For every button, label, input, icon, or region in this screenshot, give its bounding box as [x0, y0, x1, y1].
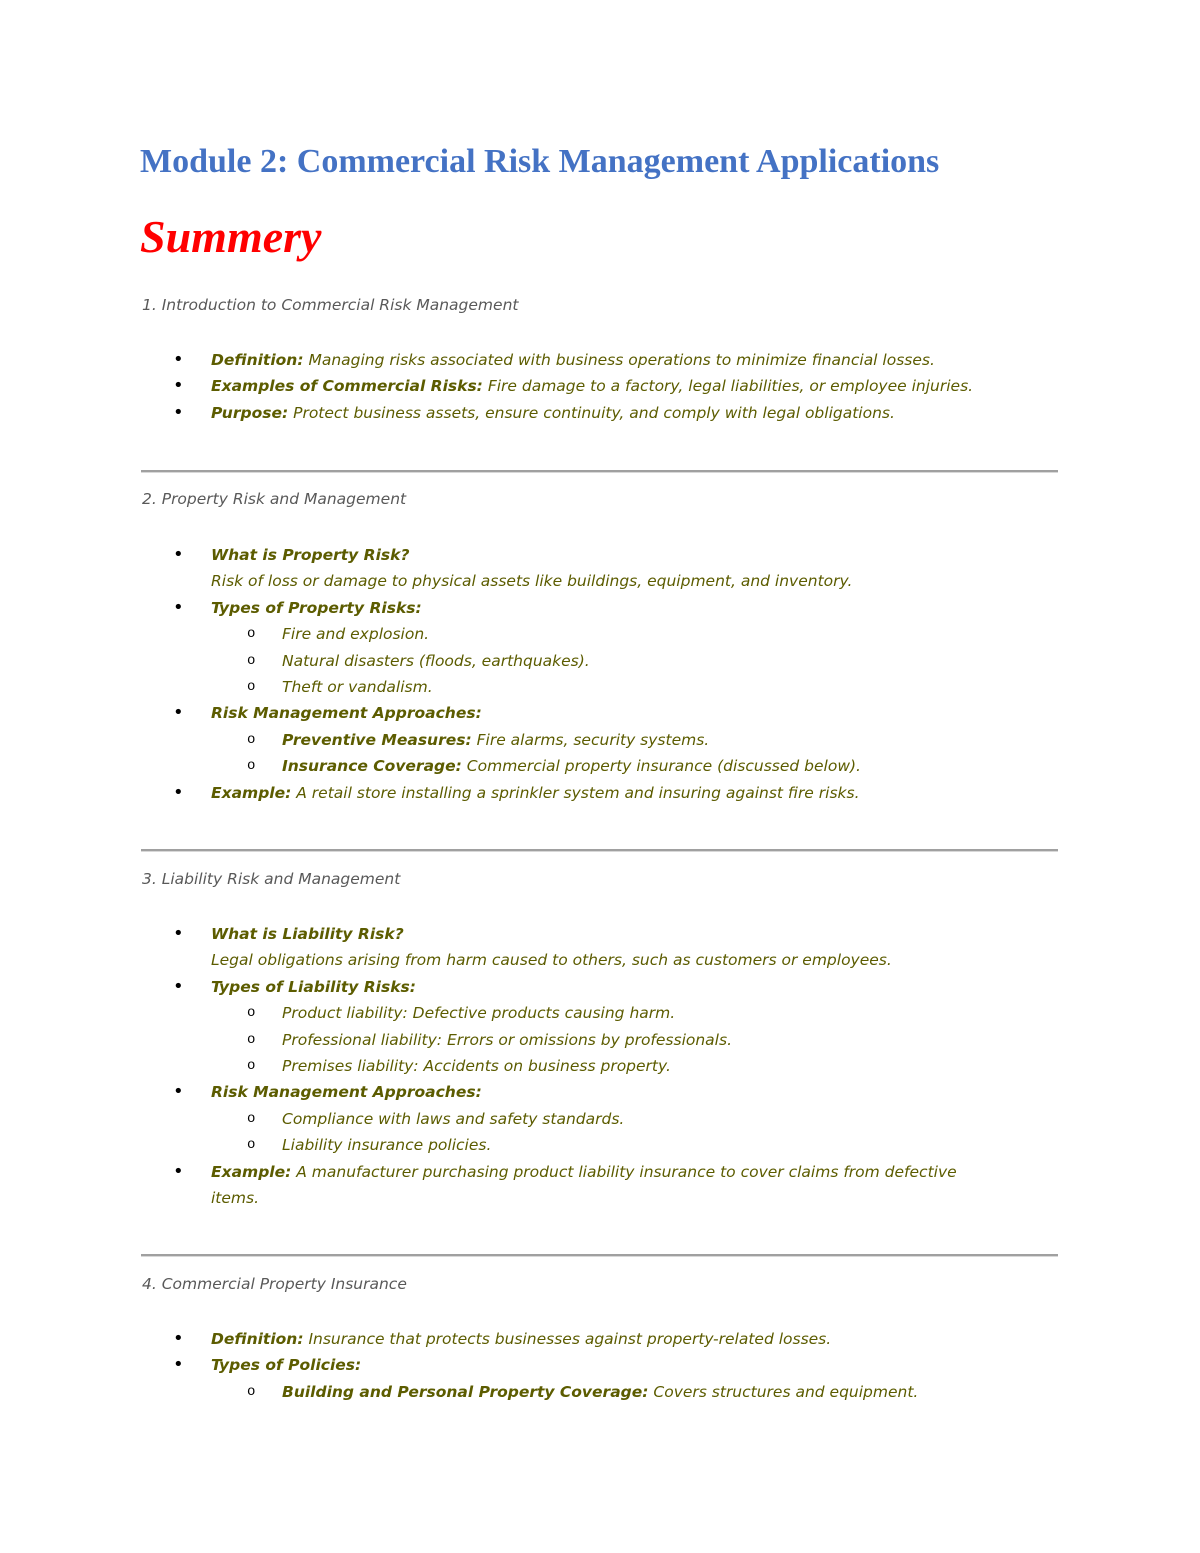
sub-item-label: Insurance Coverage: — [282, 757, 462, 776]
item-label: Definition: — [211, 1330, 304, 1348]
horizontal-rule — [141, 1254, 1058, 1257]
sub-list — [211, 621, 1050, 700]
item-text: Fire damage to a factory, legal liabilities, or employee injuries. — [482, 377, 974, 396]
item-text: Insurance that protects businesses against property-related losses. — [303, 1330, 832, 1348]
list-item — [0, 595, 1200, 701]
sub-list-item: o Product liability: Defective products causing harm. — [211, 1000, 1050, 1026]
sub-list — [211, 727, 1050, 780]
sub-item-text: Fire alarms, security systems. — [471, 730, 710, 749]
sub-list — [211, 1106, 1050, 1159]
list-item — [0, 1079, 1200, 1158]
section-4-heading: 4. Commercial Property Insurance — [142, 1275, 407, 1293]
item-label: Types of Liability Risks: — [211, 977, 416, 996]
sub-list-item: o Professional liability: Errors or omissions by professionals. — [211, 1027, 1050, 1053]
section-1-heading: 1. Introduction to Commercial Risk Management — [142, 296, 519, 314]
sub-item-text: Commercial property insurance (discussed below). — [461, 757, 861, 776]
list-item — [0, 1159, 1200, 1212]
item-label: Examples of Commercial Risks: — [211, 377, 483, 396]
list-item — [0, 921, 1200, 974]
item-label: Risk Management Approaches: — [211, 1083, 482, 1102]
sub-list-item: o Liability insurance policies. — [211, 1132, 1050, 1158]
item-text: A retail store installing a sprinkler system and insuring against fire risks. — [291, 783, 860, 802]
list-item — [0, 400, 1200, 426]
item-label: • What is Property Risk? — [211, 546, 410, 564]
item-label: Example: — [211, 783, 292, 802]
section-3-list — [0, 921, 1200, 1211]
list-item — [0, 700, 1200, 779]
sub-item-label: Building and Personal Property Coverage: — [282, 1382, 649, 1401]
item-label: Definition: — [211, 351, 304, 369]
item-label: Types of Property Risks: — [211, 598, 422, 617]
item-text: Managing risks associated with business operations to minimize financial losses. — [303, 351, 935, 369]
document-subtitle: Summery — [140, 211, 322, 262]
list-item — [0, 542, 1200, 595]
list-item — [0, 780, 1200, 806]
item-text: A manufacturer purchasing product liability insurance to cover claims from defective — [291, 1162, 957, 1181]
sub-list — [211, 1000, 1050, 1079]
horizontal-rule — [141, 470, 1058, 473]
section-1-list — [0, 347, 1200, 426]
sub-list-item — [211, 753, 1050, 779]
item-label: • What is Liability Risk? — [211, 925, 404, 943]
item-text: Protect business assets, ensure continuity, and comply with legal obligations. — [288, 403, 895, 422]
sub-list-item: o Premises liability: Accidents on business property. — [211, 1053, 1050, 1079]
list-item — [0, 1326, 1200, 1352]
item-label: Example: — [211, 1162, 292, 1181]
item-label: Purpose: — [211, 403, 289, 422]
sub-list-item: o Theft or vandalism. — [211, 674, 1050, 700]
section-4-list — [0, 1326, 1200, 1405]
item-label: Types of Policies: — [211, 1356, 362, 1375]
sub-list — [211, 1379, 1050, 1405]
horizontal-rule — [141, 849, 1058, 852]
item-text: Risk of loss or damage to physical assets like buildings, equipment, and inventory. — [211, 572, 853, 591]
sub-list-item — [211, 1379, 1050, 1405]
item-text: Legal obligations arising from harm caused to others, such as customers or employees. — [211, 951, 892, 970]
list-item — [0, 373, 1200, 399]
section-2-list — [0, 542, 1200, 806]
list-item — [0, 974, 1200, 1080]
section-2-heading: 2. Property Risk and Management — [142, 490, 407, 508]
item-label: Risk Management Approaches: — [211, 704, 482, 723]
sub-item-text: Covers structures and equipment. — [648, 1382, 919, 1401]
sub-list-item: o Natural disasters (floods, earthquakes). — [211, 648, 1050, 674]
list-item — [0, 347, 1200, 373]
item-text-continued: items. — [211, 1189, 260, 1208]
sub-list-item: o Compliance with laws and safety standards. — [211, 1106, 1050, 1132]
list-item — [0, 1352, 1200, 1405]
sub-list-item: o Fire and explosion. — [211, 621, 1050, 647]
document-title: Module 2: Commercial Risk Management Applications — [140, 143, 940, 180]
sub-item-label: Preventive Measures: — [282, 730, 472, 749]
section-3-heading: 3. Liability Risk and Management — [142, 870, 401, 888]
sub-list-item — [211, 727, 1050, 753]
